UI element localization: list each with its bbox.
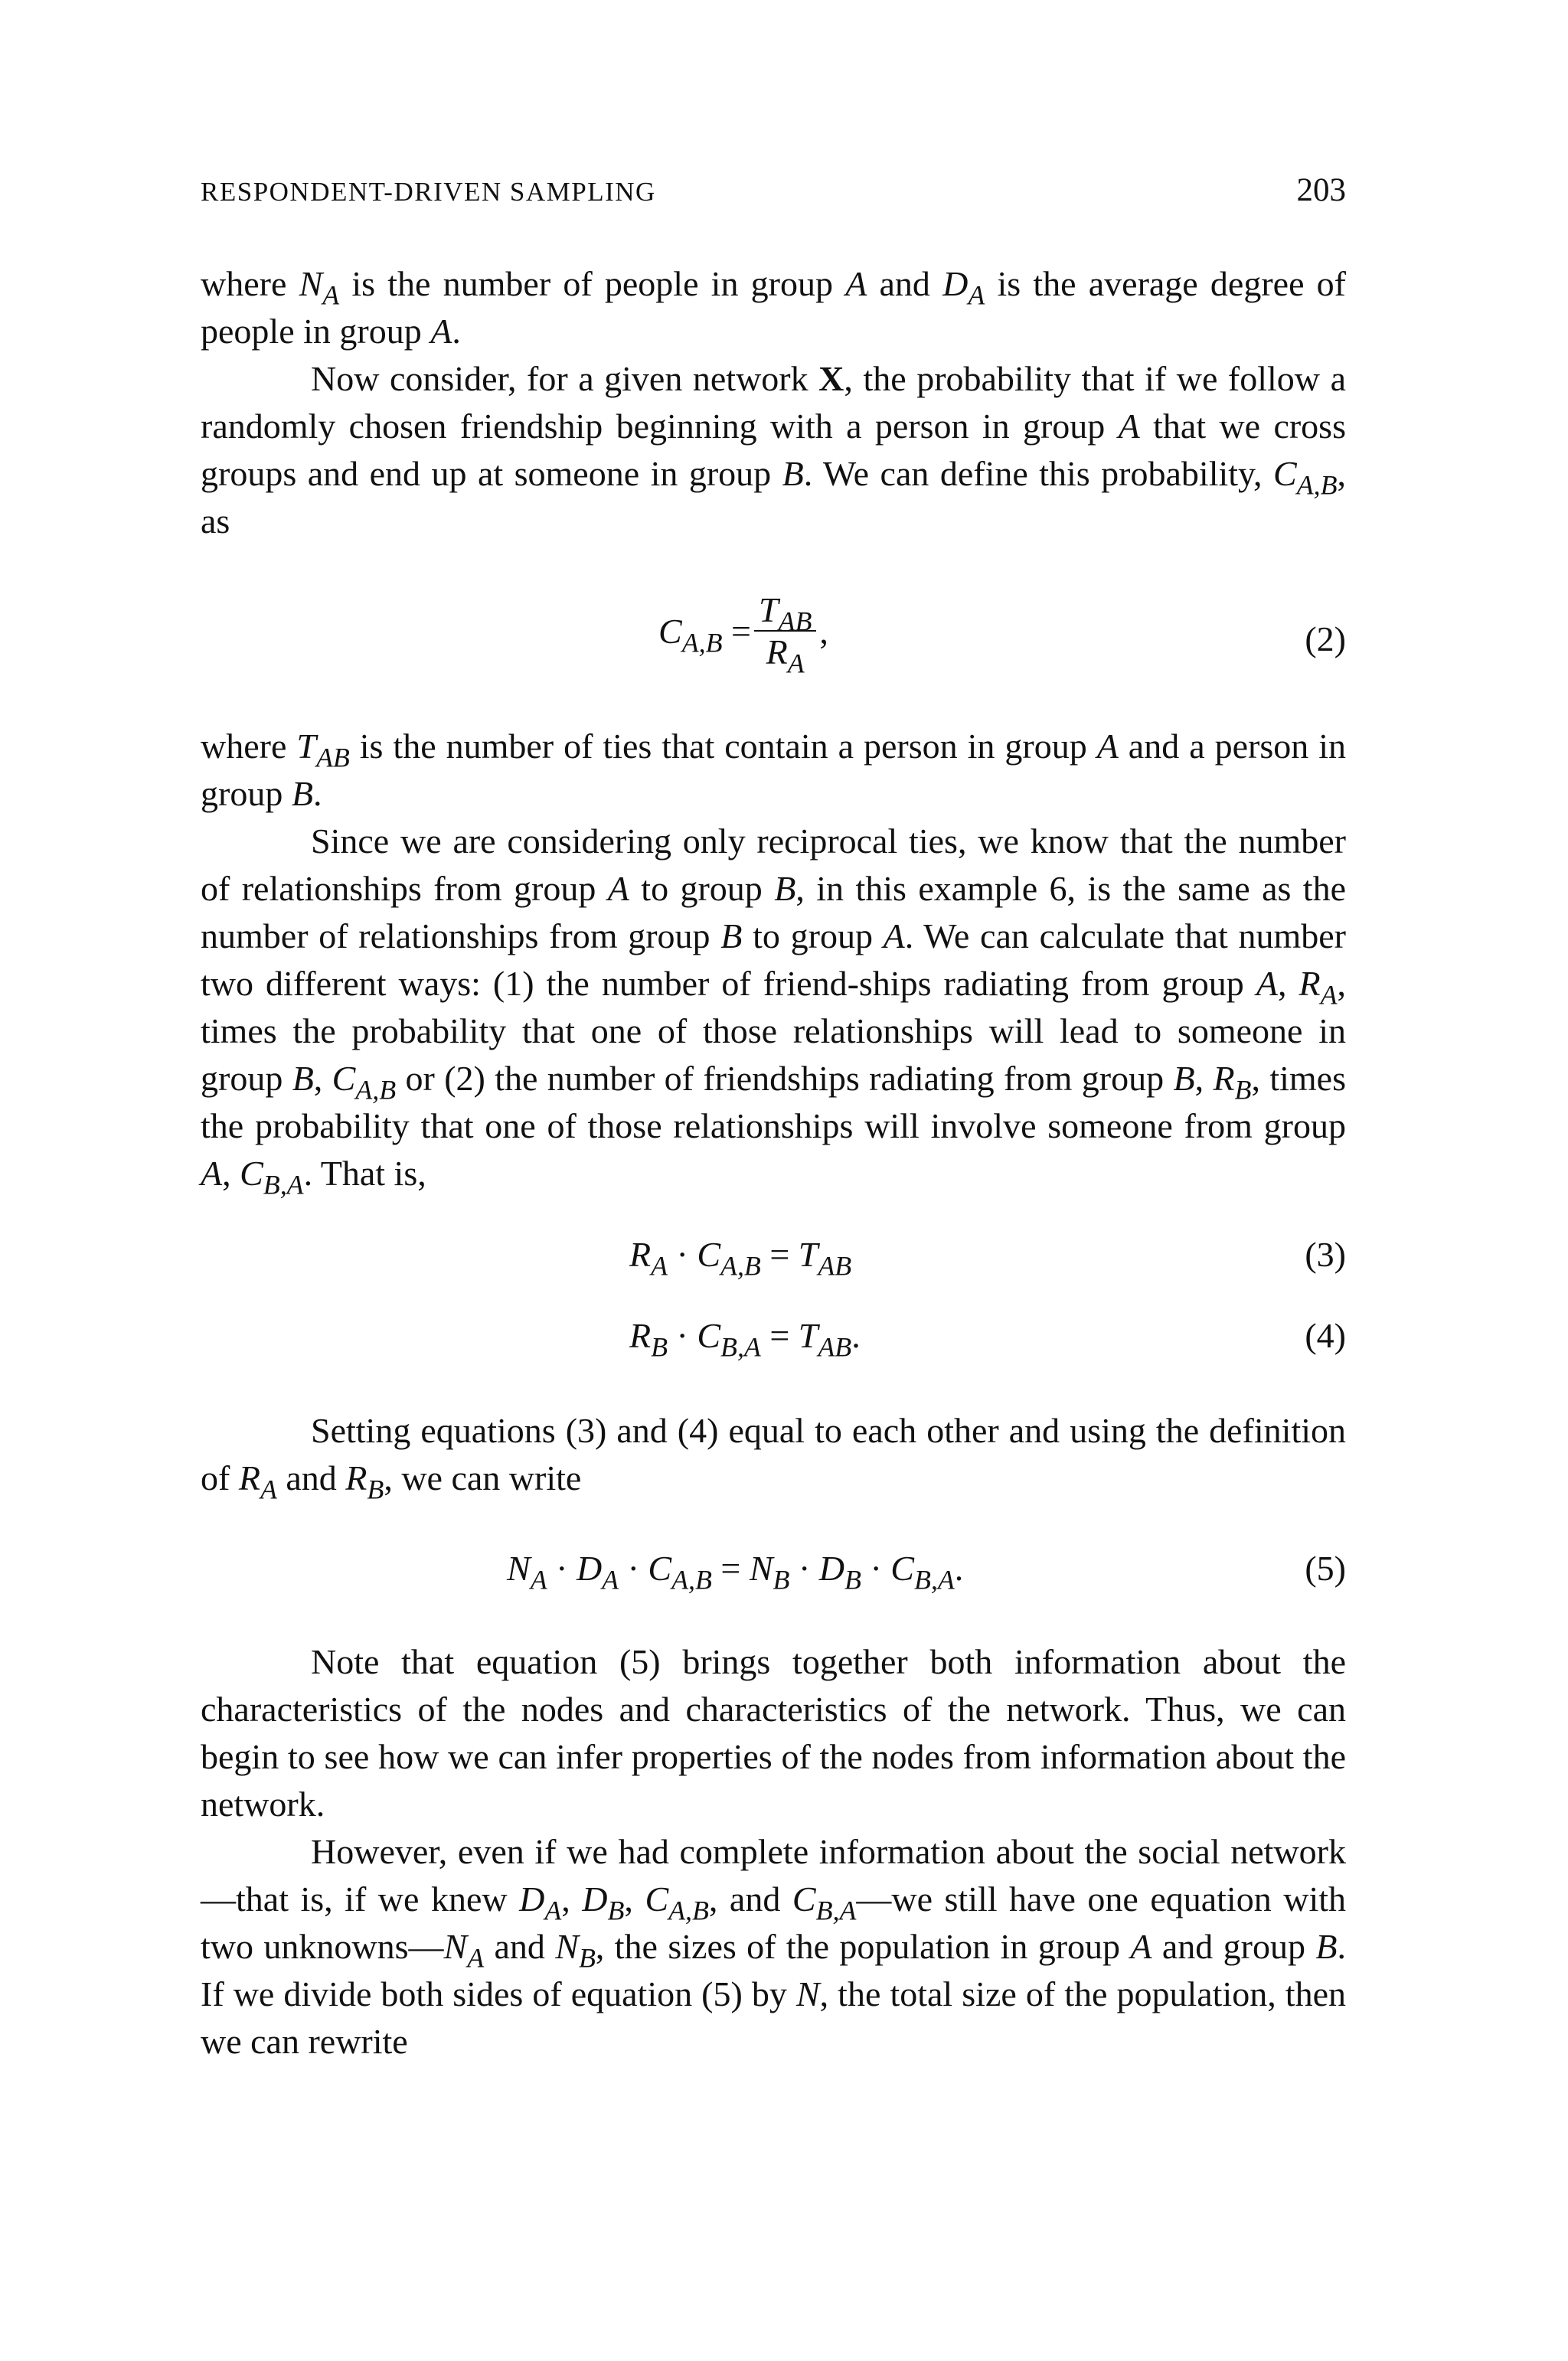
equation-5-body: $N_A \cdot D_A \cdot C_{A,B} = N_B \cdot D_B \cdot C_{B,A}$. [507, 1549, 964, 1595]
equation-3-body: $R_A \cdot C_{A,B} = T_{AB}$ [629, 1235, 852, 1282]
paragraph-3: where $T_{AB}$ is the number of ties that contain a person in group A and a person in group B. [201, 727, 1346, 813]
equation-4 [201, 1309, 1346, 1363]
paragraph-7: However, even if we had complete information about the social network—that is, if we knew $D_A$, $D_B$, $C_{A,B}$, and $C_{B,A}—we$ still have one equation with two $unknowns—N_A$ and $N_B$, the sizes of the population in group A and group B. If we divide both sides of equation (5) by N, the total size of the population, then we can rewrite [201, 1832, 1347, 2061]
equation-number: (5) [1305, 1549, 1346, 1588]
paragraph-2: Now consider, for a given network X, the probability that if we follow a randomly chosen friendship beginning with a person in group A that we cross groups and end up at someone in group B. We can define this probability, $C_{A,B}$, as [201, 359, 1346, 540]
paragraph-4: Since we are considering only reciprocal ties, we know that the number of relationships from group A to group B, in this example 6, is the same as the number of relationships from group B to group A. We can calculate that number two different ways: (1) the number of friend-ships radiating from group A, $R_A$, times the probability that one of those relationships will lead to someone in group B, $C_{A,B}$ or (2) the number of friendships radiating from group B, $R_B$, times the probability that one of those relationships will involve someone from group A, $C_{B,A}$. That is, [201, 821, 1347, 1200]
equation-number: (4) [1305, 1316, 1346, 1355]
equation-2-body: $C_{A,B}$ = $\frac{T_{AB}}{R_A}$ , [658, 590, 828, 679]
equation-number: (3) [1305, 1235, 1346, 1274]
equation-2 [201, 589, 1346, 697]
paragraph-5: Setting equations (3) and (4) equal to each other and using the definition of $R_A$ and $R_B$, we can write [201, 1411, 1346, 1505]
fraction: $\frac{T_{AB}}{R_A}$ [754, 589, 816, 672]
equation-5 [201, 1542, 1346, 1595]
equation-4-body: $R_B \cdot C_{B,A} = T_{AB}$. [629, 1316, 861, 1363]
running-head [201, 171, 1346, 209]
equation-number: (2) [1305, 619, 1346, 658]
paragraph-1: where $N_A$ is the number of people in group A and $D_A$ is the average degree of people in group A. [201, 264, 1346, 351]
paragraph-6: Note that equation (5) brings together both information about the characteristics of the nodes and characteristics of the network. Thus, we can begin to see how we can infer properties of the nodes from information about the network. [201, 1642, 1346, 1824]
page-number: 203 [1296, 172, 1346, 208]
equation-3 [201, 1228, 1346, 1282]
running-title: RESPONDENT-DRIVEN SAMPLING [201, 177, 656, 207]
